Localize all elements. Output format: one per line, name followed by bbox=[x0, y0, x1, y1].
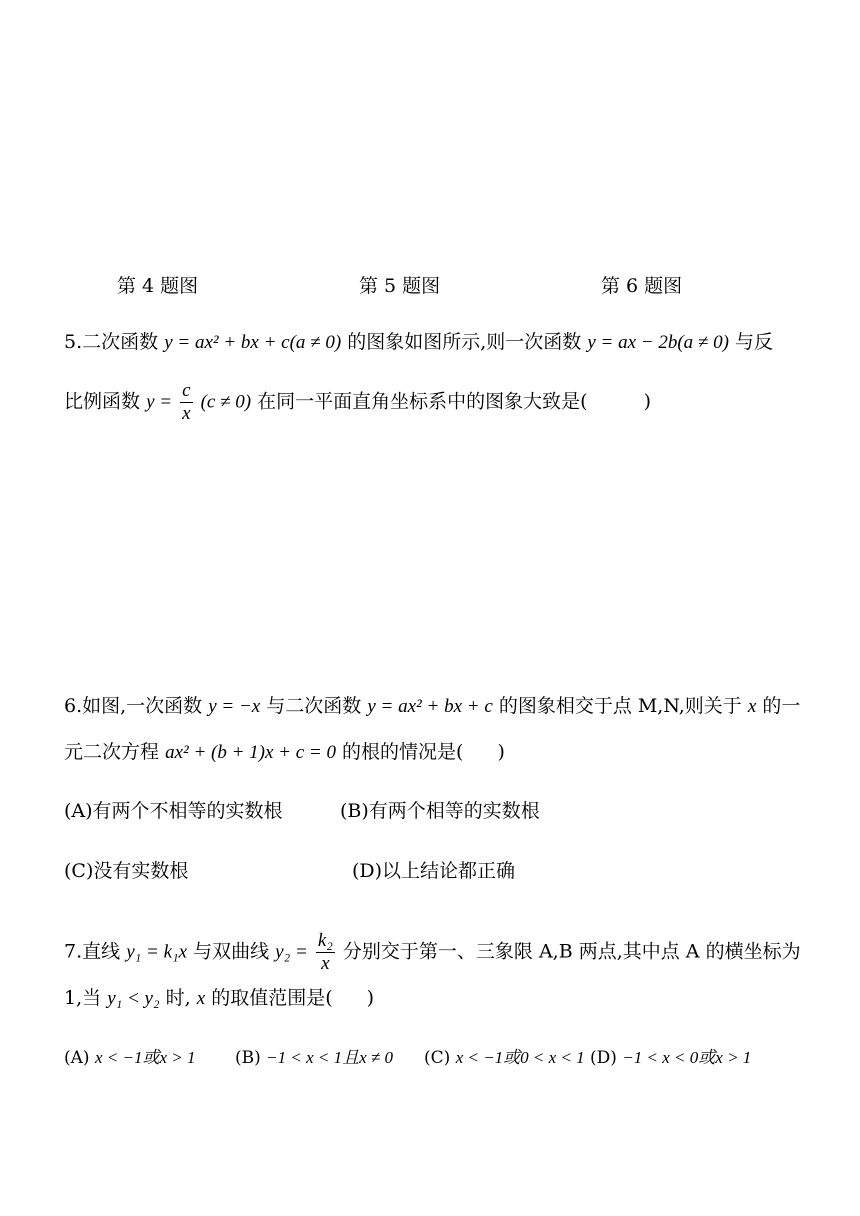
question-7-option-b bbox=[235, 1048, 393, 1068]
question-7-text: 与双曲线 bbox=[193, 940, 270, 963]
option-expression: −1 < x < 1且x ≠ 0 bbox=[266, 1048, 394, 1067]
question-6-number: 6. bbox=[64, 695, 83, 717]
inverse-equation-suffix: (c ≠ 0) bbox=[200, 391, 252, 413]
question-5-text: 二次函数 bbox=[82, 331, 159, 353]
question-6-line-1 bbox=[64, 695, 800, 719]
question-7-option-d bbox=[590, 1048, 751, 1068]
question-7-text: 1,当 bbox=[64, 987, 102, 1009]
question-7-number: 7. bbox=[64, 940, 83, 963]
figure-4-caption: 第 4 题图 bbox=[117, 275, 199, 297]
question-7-option-a bbox=[64, 1048, 195, 1068]
question-6-text: 与二次函数 bbox=[266, 695, 362, 717]
question-7-line-2 bbox=[64, 987, 374, 1011]
option-label: (A) bbox=[64, 1048, 90, 1068]
question-5-text: 比例函数 bbox=[64, 390, 141, 413]
question-7-text: 直线 bbox=[82, 940, 121, 963]
quadratic-equation: y = ax² + bx + c(a ≠ 0) bbox=[164, 332, 342, 353]
figure-6-caption: 第 6 题图 bbox=[601, 275, 683, 297]
variable-x: x bbox=[747, 696, 757, 717]
question-7-line-1 bbox=[64, 930, 801, 975]
fraction-denominator: x bbox=[182, 402, 191, 424]
question-6-option-c: (C)没有实数根 bbox=[64, 860, 189, 882]
option-expression: x < −1或x > 1 bbox=[94, 1048, 196, 1067]
fraction-numerator: c bbox=[182, 380, 191, 401]
fraction-numerator: k₂ bbox=[317, 930, 333, 951]
fraction-denominator: x bbox=[321, 952, 330, 974]
question-6-option-a: (A)有两个不相等的实数根 bbox=[64, 800, 283, 822]
hyperbola-fraction bbox=[316, 930, 335, 975]
figure-5-caption: 第 5 题图 bbox=[359, 275, 441, 297]
question-6-line-2 bbox=[64, 741, 505, 765]
inverse-equation-prefix: y = bbox=[146, 391, 173, 413]
question-6-text: ) bbox=[497, 741, 505, 763]
question-6-text: 的一 bbox=[762, 695, 801, 717]
hyperbola-prefix: y₂ = bbox=[275, 941, 308, 963]
question-6-text: 元二次方程 bbox=[64, 741, 160, 763]
linear-equation: y = −x bbox=[208, 696, 261, 717]
option-expression: x < −1或0 < x < 1 bbox=[455, 1048, 585, 1067]
option-label: (B) bbox=[235, 1048, 261, 1068]
question-5-text: 的图象如图所示,则一次函数 bbox=[347, 331, 582, 353]
question-6-text: 如图,一次函数 bbox=[82, 695, 203, 717]
line-equation: y₁ = k₁x bbox=[126, 941, 188, 963]
linear-equation: y = ax − 2b(a ≠ 0) bbox=[587, 332, 729, 353]
option-label: (C) bbox=[424, 1048, 451, 1068]
question-5-line-2 bbox=[64, 380, 651, 425]
question-6-text: 的根的情况是( bbox=[342, 741, 464, 763]
question-7-text: 的取值范围是( bbox=[211, 987, 333, 1009]
question-5-number: 5. bbox=[64, 331, 83, 353]
question-5-text: 与反 bbox=[734, 331, 773, 353]
question-5-text: 在同一平面直角坐标系中的图象大致是( bbox=[257, 390, 588, 413]
variable-x: x bbox=[196, 988, 206, 1009]
question-7-option-c bbox=[424, 1048, 585, 1068]
question-5-text: ) bbox=[643, 390, 652, 413]
inverse-fraction bbox=[180, 380, 192, 425]
quadratic-equation: y = ax² + bx + c bbox=[367, 696, 493, 717]
question-6-text: 的图象相交于点 M,N,则关于 bbox=[498, 695, 742, 717]
quadratic-equation-2: ax² + (b + 1)x + c = 0 bbox=[165, 742, 336, 763]
inequality: y₁ < y₂ bbox=[107, 988, 160, 1009]
question-7-text: ) bbox=[366, 987, 375, 1009]
option-expression: −1 < x < 0或x > 1 bbox=[622, 1048, 752, 1067]
option-label: (D) bbox=[590, 1048, 617, 1068]
question-6-option-b: (B)有两个相等的实数根 bbox=[340, 800, 540, 822]
question-5-line-1 bbox=[64, 331, 773, 355]
question-6-option-d: (D)以上结论都正确 bbox=[352, 860, 516, 882]
question-7-text: 分别交于第一、三象限 A,B 两点,其中点 A 的横坐标为 bbox=[342, 940, 801, 963]
question-7-text: 时, bbox=[165, 987, 191, 1009]
